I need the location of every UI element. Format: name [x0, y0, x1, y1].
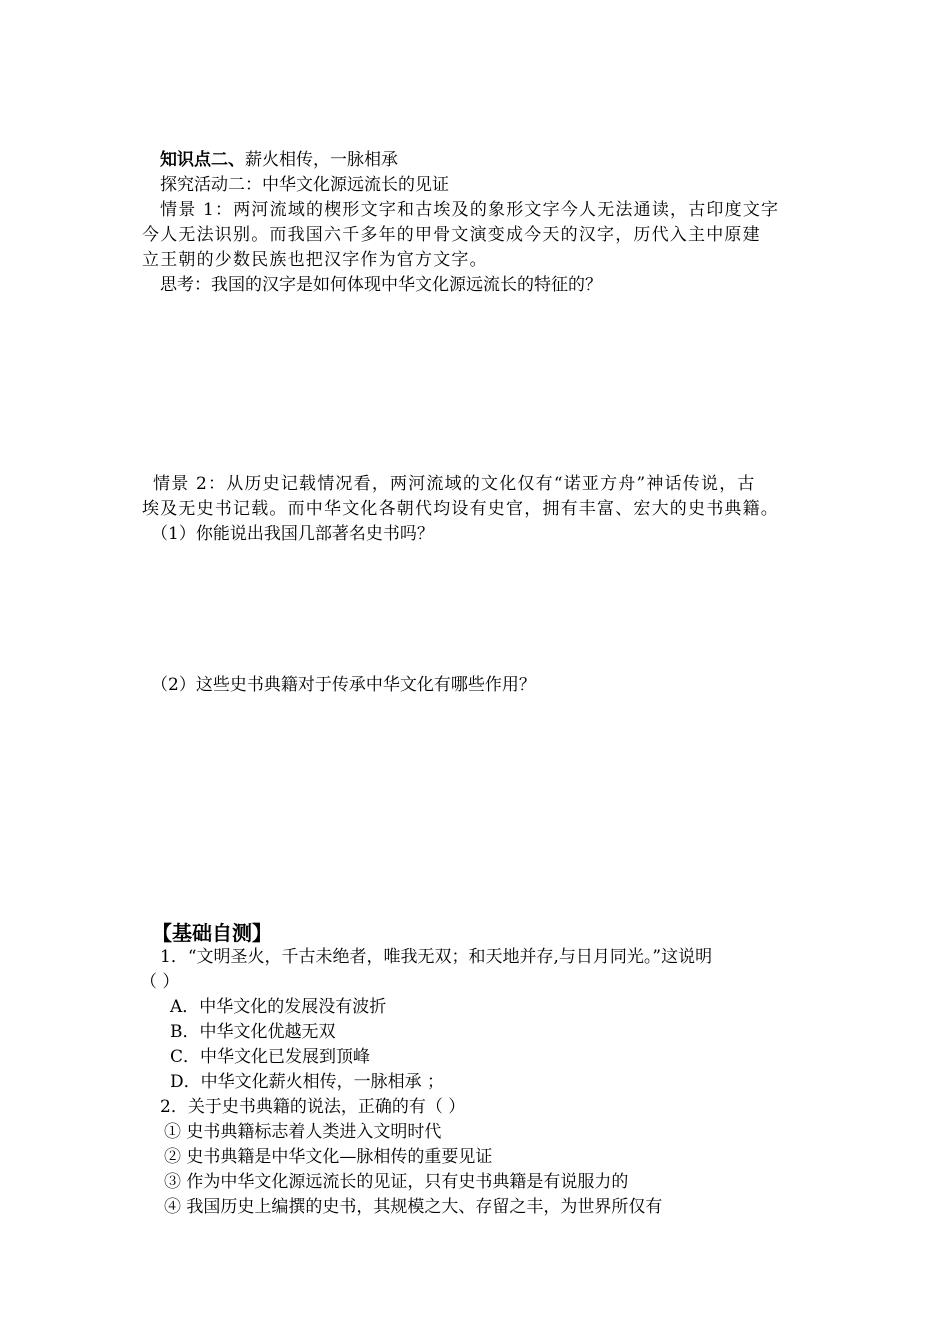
question1-option-c: C．中华文化已发展到顶峰: [170, 1047, 371, 1067]
scenario2-line2: 埃及无史书记载。而中华文化各朝代均设有史官，拥有丰富、宏大的史书典籍。: [142, 499, 779, 519]
question2-item-3: ③ 作为中华文化源远流长的见证，只有史书典籍是有说服力的: [164, 1172, 629, 1192]
question2-item-1: ① 史书典籍标志着人类进入文明时代: [164, 1122, 442, 1142]
question1-stem-line2: （ ）: [140, 972, 180, 992]
question-1: （1）你能说出我国几部著名史书吗？: [151, 524, 434, 544]
question1-option-b: B．中华文化优越无双: [170, 1022, 336, 1042]
question1-option-d: D．中华文化薪火相传，一脉相承 ；: [170, 1072, 445, 1092]
section-title-text: 薪火相传，一脉相承: [245, 150, 398, 170]
question2-item-2: ② 史书典籍是中华文化—脉相传的重要见证: [164, 1147, 493, 1167]
scenario1-line2: 今人无法识别。而我国六千多年的甲骨文演变成今天的汉字，历代入主中原建: [142, 225, 761, 245]
question1-stem-line1: 1．“文明圣火，千古未绝者，唯我无双；和天地并存,与日月同光。”这说明: [160, 947, 713, 967]
question1-option-a: A．中华文化的发展没有波折: [170, 997, 387, 1017]
activity-title: 探究活动二：中华文化源远流长的见证: [160, 175, 449, 195]
section-title: [160, 148, 398, 172]
scenario2-line1: 情景 2：从历史记载情况看，两河流域的文化仅有“诺亚方舟”神话传说，古: [153, 474, 756, 494]
scenario1-line3: 立王朝的少数民族也把汉字作为官方文字。: [142, 250, 488, 270]
think-question: 思考：我国的汉字是如何体现中华文化源远流长的特征的？: [160, 275, 602, 295]
question2-stem: 2．关于史书典籍的说法，正确的有（ ）: [160, 1097, 466, 1117]
question-2: （2）这些史书典籍对于传承中华文化有哪些作用？: [151, 675, 536, 695]
section-title-label: 知识点二、: [160, 150, 245, 170]
scenario1-line1: 情景 1：两河流域的楔形文字和古埃及的象形文字今人无法通读，古印度文字: [160, 200, 780, 220]
question2-item-4: ④ 我国历史上编撰的史书，其规模之大、存留之丰，为世界所仅有: [164, 1197, 663, 1217]
self-test-heading: 【基础自测】: [152, 921, 272, 945]
